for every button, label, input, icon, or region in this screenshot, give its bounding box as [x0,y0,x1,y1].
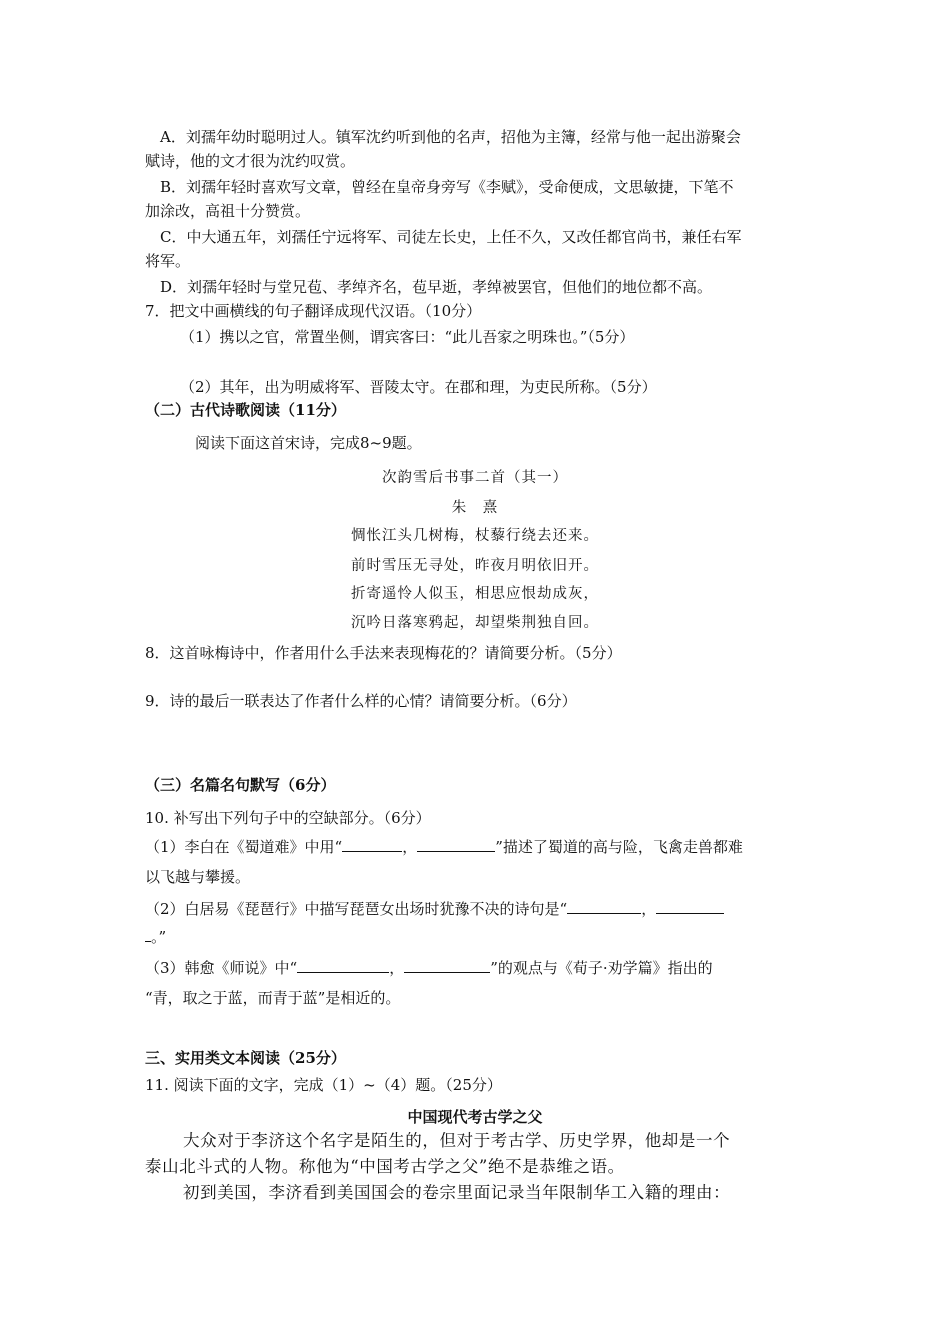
fill-item-3-cont: “青，取之于蓝，而青于蓝”是相近的。 [145,989,401,1007]
option-d-line1: D．刘孺年轻时与堂兄苞、孝绰齐名，苞早逝，孝绰被罢官，但他们的地位都不高。 [160,278,713,296]
article-p1-line1: 大众对于李济这个名字是陌生的，但对于考古学、历史学界，他却是一个 [183,1131,731,1150]
blank-comma: ， [402,838,418,856]
answer-blank[interactable] [404,958,490,973]
poem-line-1: 惆怅江头几树梅，杖藜行绕去还来。 [351,528,599,544]
fill-item-2-cont [145,926,810,948]
option-b-line2: 加涂改，高祖十分赞赏。 [145,202,311,220]
option-b-line1: B．刘孺年轻时喜欢写文章，曾经在皇帝身旁写《李赋》，受命便成，文思敏捷，下笔不 [160,178,734,196]
poem-author: 朱 熹 [451,500,499,516]
option-c-line1: C．中大通五年，刘孺任宁远将军、司徒左长史，上任不久，又改任都官尚书，兼任右军 [160,228,742,246]
poem-title: 次韵雪后书事二首（其一） [382,470,568,486]
answer-blank[interactable] [656,899,724,914]
part-3-heading: 三、实用类文本阅读（25分） [145,1049,346,1067]
question-7-sentence-2: （2）其年，出为明威将军、晋陵太守。在郡和理，为吏民所称。（5分） [180,378,657,396]
poem-line-2: 前时雪压无寻处，昨夜月明依旧开。 [351,558,599,574]
answer-blank[interactable] [342,837,402,852]
fill-item-2 [145,898,810,920]
question-8: 8．这首咏梅诗中，作者用什么手法来表现梅花的？请简要分析。（5分） [145,644,622,662]
option-a-line1: A．刘孺年幼时聪明过人。镇军沈约听到他的名声，招他为主簿，经常与他一起出游聚会 [160,128,741,146]
article-p2-line1: 初到美国，李济看到美国国会的卷宗里面记录当年限制华工入籍的理由： [183,1183,731,1202]
article-title: 中国现代考古学之父 [407,1108,543,1126]
question-7-stem: 7．把文中画横线的句子翻译成现代汉语。（10分） [145,302,482,320]
fill-item-2-suffix: 。” [151,928,167,946]
article-p1-line2: 泰山北斗式的人物。称他为“中国考古学之父”绝不是恭维之语。 [145,1157,625,1176]
poem-line-4: 沉吟日落寒鸦起，却望柴荆独自回。 [351,615,599,631]
section-3-heading: （三）名篇名句默写（6分） [145,776,336,794]
fill-item-3-prefix: （3）韩愈《师说》中“ [145,959,298,977]
fill-item-2-prefix: （2）白居易《琵琶行》中描写琵琶女出场时犹豫不决的诗句是“ [145,900,568,918]
fill-item-1-suffix: ”描述了蜀道的高与险，飞禽走兽都难 [495,838,743,856]
fill-item-3-suffix: ”的观点与《荀子·劝学篇》指出的 [490,959,713,977]
poem-line-3: 折寄遥怜人似玉，相思应恨劫成灰， [351,586,599,602]
question-9: 9．诗的最后一联表达了作者什么样的心情？请简要分析。（6分） [145,692,577,710]
question-11-stem: 11. 阅读下面的文字，完成（1）~（4）题。（25分） [145,1076,502,1094]
question-7-sentence-1: （1）携以之官，常置坐侧，谓宾客曰：“此儿吾家之明珠也。”（5分） [180,328,635,346]
blank-comma: ， [389,959,405,977]
fill-item-1 [145,836,810,858]
section-2-intro: 阅读下面这首宋诗，完成8~9题。 [195,434,422,452]
answer-blank[interactable] [297,958,389,973]
question-10-stem: 10. 补写出下列句子中的空缺部分。（6分） [145,809,431,827]
section-2-heading: （二）古代诗歌阅读（11分） [145,401,346,419]
answer-blank[interactable] [417,837,495,852]
fill-item-1-cont: 以飞越与攀援。 [145,868,251,886]
option-c-line2: 将军。 [145,252,191,270]
option-a-line2: 赋诗，他的文才很为沈约叹赏。 [145,152,356,170]
blank-comma: ， [641,900,657,918]
answer-blank[interactable] [567,899,641,914]
fill-item-3 [145,957,810,979]
fill-item-1-prefix: （1）李白在《蜀道难》中用“ [145,838,343,856]
